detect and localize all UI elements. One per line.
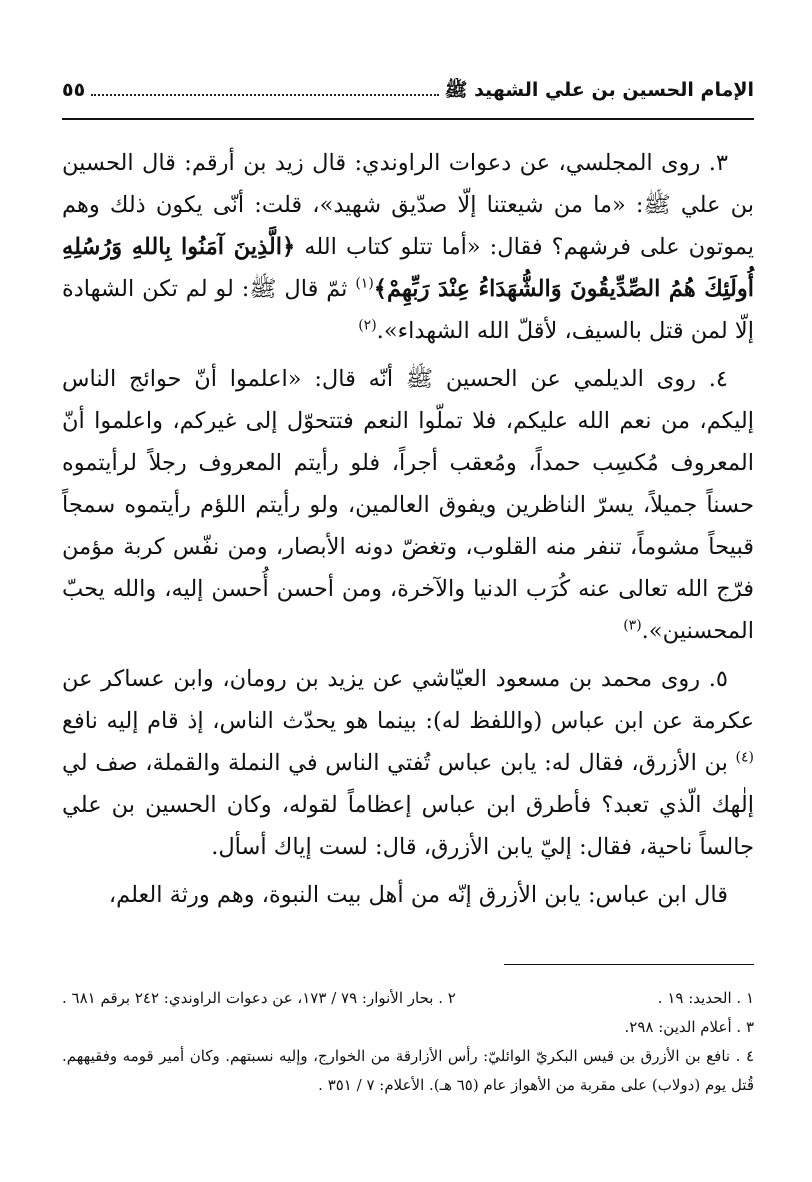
running-header [62,78,754,106]
footnote-ref-4: (٤) [735,749,754,766]
body-text [62,142,754,922]
header-rule [62,118,754,120]
footnote-2: ٢ . بحار الأنوار: ٧٩ / ١٧٣، عن دعوات الراوندي: ٢٤٢ برقم ٦٨١ . [62,989,456,1007]
paragraph-5-continuation: بن الأزرق، فقال له: يابن عباس تُفتي الناس في النملة والقملة، صف لي إلٰهك الّذي تعبد؟ فأطرق ابن عباس إعظاماً لقوله، وكان الحسين بن علي جالساً ناحية، فقال: إليّ يابن الأزرق، قال: لست إياك أسأل. [62,750,754,860]
footnote-1: ١ . الحديد: ١٩ . [657,989,754,1007]
chapter-title: الإمام الحسين بن علي الشهيد ﷺ [444,79,754,101]
footnote-4: ٤ . نافع بن الأزرق بن قيس البكريّ الوائليّ: رأس الأزارقة من الخوارج، وإليه نسبتهم. وكان أمير قومه وفقيههم. قُتل يوم (دولاب) على مقربة من الأهواز عام (٦٥ هـ). الأعلام: ٧ / ٣٥١ . [62,1047,754,1094]
paragraph-6 [62,874,754,916]
paragraph-6-text: قال ابن عباس: يابن الأزرق إنّه من أهل بيت النبوة، وهم ورثة العلم، [108,882,728,908]
footnote-ref-1: (١) [355,275,374,292]
footnote-row [62,984,754,1013]
paragraph-3 [62,142,754,352]
footnote-ref-3: (٣) [623,617,642,634]
leader-dots [91,93,438,96]
paragraph-4-text: ٤. روى الديلمي عن الحسين ﷺ أنّه قال: «اعلموا أنّ حوائج الناس إليكم، من نعم الله عليكم، فلا تملّوا النعم فتتحوّل إلى غيركم، واعلموا أنّ المعروف مُكسِب حمداً، ومُعقب أجراً، فلو رأيتم المعروف رجلاً لرأيتموه حسناً جميلاً، يسرّ الناظرين ويفوق العالمين، ولو رأيتم اللؤم رأيتموه سمجاً قبيحاً مشوماً، تنفر منه القلوب، وتغضّ دونه الأبصار، ومن نفّس كربة مؤمن فرّج الله تعالى عنه كُرَب الدنيا والآخرة، ومن أحسن أُحسن إليه، والله يحبّ المحسنين». [62,366,754,644]
footnotes [62,984,754,1100]
page-number: ٥٥ [62,79,86,101]
quran-verse: ﴿الَّذِينَ آمَنُوا بِاللهِ وَرُسُلِهِ أُولَئِكَ هُمُ الصِّدِّيقُونَ وَالشُّهَدَاءُ عِنْدَ رَبِّهِمْ﴾ [62,234,754,302]
footnote-3: ٣ . أعلام الدين: ٢٩٨. [624,1018,754,1036]
paragraph-3-text: ٣. روى المجلسي، عن دعوات الراوندي: قال زيد بن أرقم: قال الحسين بن علي ﷺ: «ما من شيعتنا إلّا صدّيق شهيد»، قلت: أنّى يكون ذلك وهم يموتون على فرشهم؟ فقال: «أما تتلو كتاب الله [62,150,754,260]
paragraph-3-continuation: ثمّ قال ﷺ: لو لم تكن الشهادة إلّا لمن قتل بالسيف، لأقلّ الله الشهداء». [62,276,754,344]
footnote-rule [504,964,754,965]
paragraph-4 [62,358,754,652]
paragraph-5 [62,658,754,868]
paragraph-5-text: ٥. روى محمد بن مسعود العيّاشي عن يزيد بن رومان، وابن عساكر عن عكرمة عن ابن عباس (واللفظ له): بينما هو يحدّث الناس، إذ قام إليه نافع [62,666,754,734]
footnote-ref-2: (٢) [358,317,377,334]
